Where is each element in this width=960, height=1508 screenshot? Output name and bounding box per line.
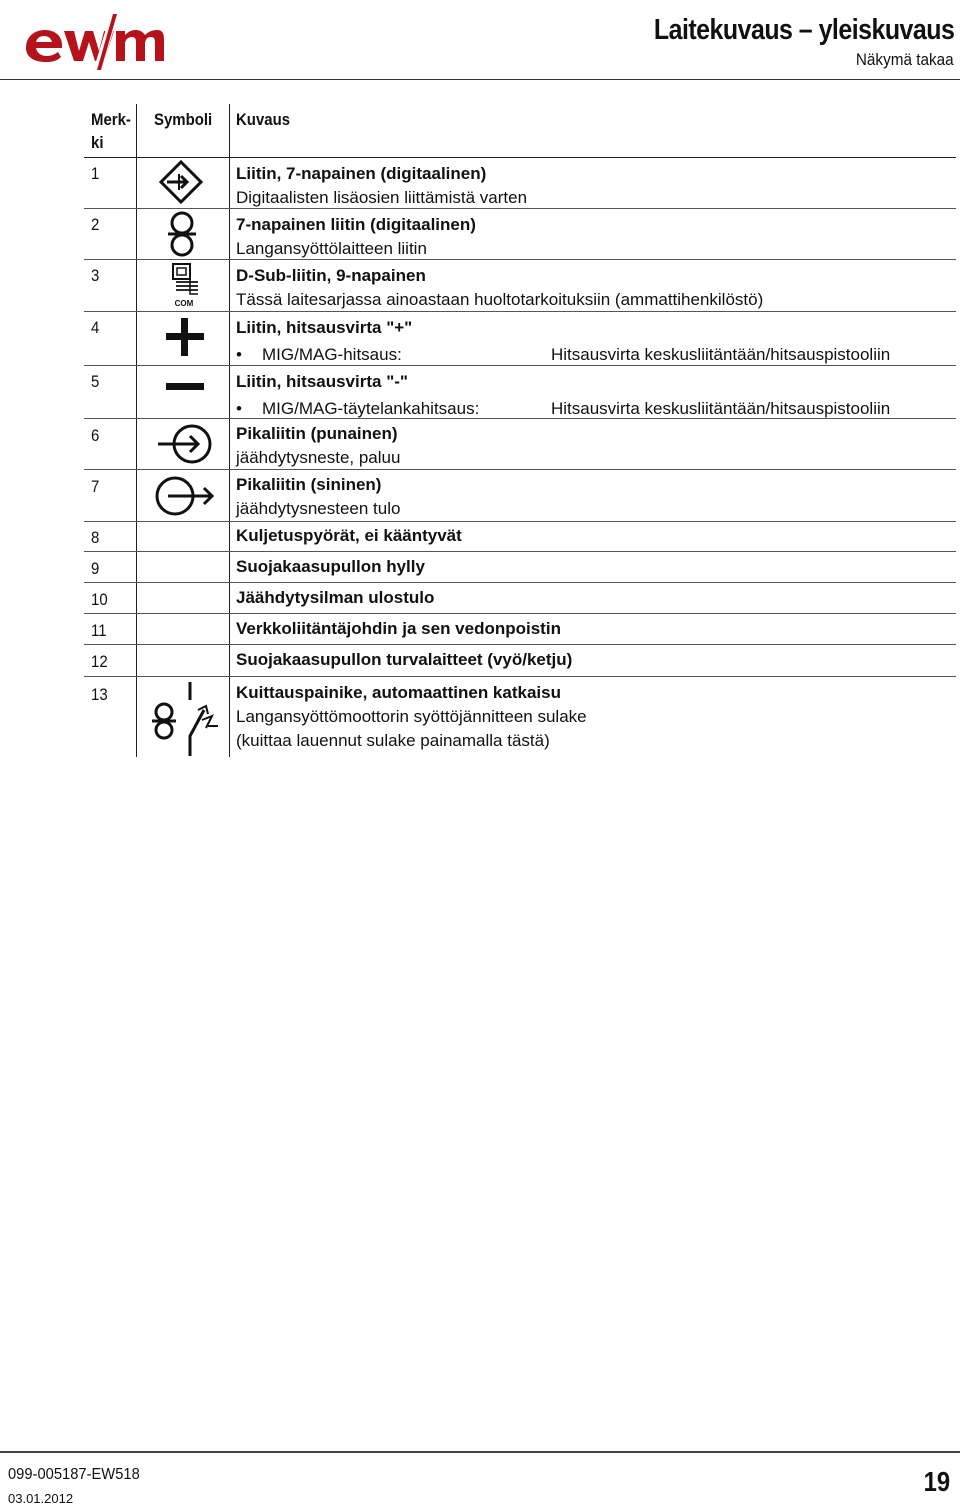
table-divider [84,551,956,552]
row-number: 1 [91,164,100,183]
column-header-merkki: Merk- ki [91,110,131,152]
item-text: Langansyöttölaitteen liitin [236,239,427,258]
list-item [236,617,561,641]
table-divider [84,259,956,260]
row-number: 13 [91,685,108,704]
item-title: Kuittauspainike, automaattinen katkaisu [236,683,561,702]
bullet-value: Hitsausvirta keskusliitäntään/hitsauspistooliin [551,399,891,418]
item-title: Liitin, 7-napainen (digitaalinen) [236,164,487,183]
row-number: 4 [91,318,100,337]
item-title: D-Sub-liitin, 9-napainen [236,266,426,285]
row-number: 11 [91,621,107,640]
list-item [236,316,954,367]
coolant-supply-icon [154,475,216,517]
column-divider [136,104,137,757]
list-item [236,422,400,470]
item-text: jäähdytysneste, paluu [236,448,401,467]
bullet-label: MIG/MAG-täytelankahitsaus: [262,399,480,418]
list-item [236,370,954,421]
item-text: (kuittaa lauennut sulake painamalla tästä) [236,731,550,750]
table-divider [84,521,956,522]
list-item [236,473,400,521]
item-title: Verkkoliitäntäjohdin ja sen vedonpoistin [236,619,561,638]
row-number: 5 [91,372,100,391]
table-divider [84,582,956,583]
footer-divider [0,1451,960,1453]
list-item [236,524,462,548]
page-title: Laitekuvaus – yleiskuvaus [653,14,954,46]
header-divider [0,79,960,80]
svg-text:COM: COM [174,299,194,308]
item-title: Suojakaasupullon hylly [236,557,425,576]
list-item [236,264,763,312]
item-title: Liitin, hitsausvirta "-" [236,372,408,391]
table-divider [84,469,956,470]
column-header-kuvaus: Kuvaus [236,110,291,129]
list-item [236,681,587,753]
item-title: Liitin, hitsausvirta "+" [236,318,413,337]
list-item [236,586,434,610]
item-text: Langansyöttömoottorin syöttöjännitteen sulake [236,707,587,726]
item-title: Suojakaasupullon turvalaitteet (vyö/ketju) [236,650,573,669]
bullet: • [236,399,242,418]
table-divider [84,676,956,677]
row-number: 9 [91,559,100,578]
row-number: 7 [91,477,100,496]
column-divider [229,104,230,757]
table-divider [84,644,956,645]
item-title: Pikaliitin (sininen) [236,475,382,494]
coolant-return-icon [154,423,216,465]
ewm-logo [22,14,164,70]
list-item [236,555,425,579]
item-title: Kuljetuspyörät, ei kääntyvät [236,526,462,545]
item-text: Tässä laitesarjassa ainoastaan huoltotarkoituksiin (ammattihenkilöstö) [236,290,764,309]
list-item [236,213,476,261]
row-number: 12 [91,652,108,671]
table-divider [84,613,956,614]
document-number: 099-005187-EW518 [8,1466,140,1483]
row-number: 6 [91,426,100,445]
table-divider [84,157,956,158]
digital-socket-arrow-icon [157,158,205,206]
table-divider [84,418,956,419]
item-title: Jäähdytysilman ulostulo [236,588,435,607]
fuse-reset-button-icon [146,680,226,758]
item-text: Digitaalisten lisäosien liittämistä varten [236,188,528,207]
page-subtitle: Näkymä takaa [856,50,954,69]
column-header-symboli: Symboli [154,110,213,129]
bullet-label: MIG/MAG-hitsaus: [262,345,402,364]
row-number: 2 [91,215,100,234]
row-number: 3 [91,266,100,285]
list-item [236,648,572,672]
bullet-item [236,343,954,367]
row-number: 10 [91,590,108,609]
item-text: jäähdytysnesteen tulo [236,499,401,518]
list-item [236,162,527,210]
wire-feed-spool-icon [164,210,200,258]
bullet: • [236,345,242,364]
item-title: Pikaliitin (punainen) [236,424,398,443]
document-date: 03.01.2012 [8,1491,74,1506]
plus-icon [164,316,206,358]
table-divider [84,365,956,366]
description-table [84,104,956,757]
table-divider [84,311,956,312]
com-computer-icon [168,262,200,308]
item-title: 7-napainen liitin (digitaalinen) [236,215,476,234]
table-divider [84,208,956,209]
page-number: 19 [923,1466,950,1497]
minus-icon [164,380,206,394]
row-number: 8 [91,528,100,547]
bullet-value: Hitsausvirta keskusliitäntään/hitsauspistooliin [551,345,891,364]
